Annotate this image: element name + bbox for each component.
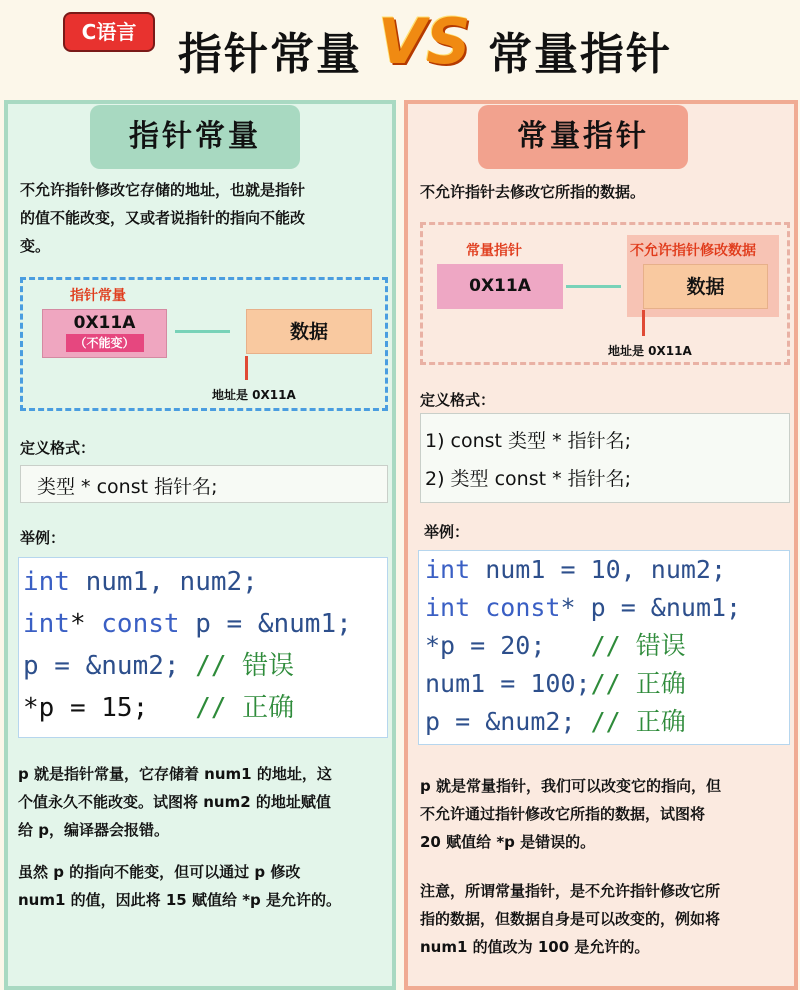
arrow-up-icon [642, 310, 645, 336]
code-line [425, 551, 783, 589]
pointer-value: 0X11A [73, 313, 136, 333]
code-line [23, 561, 383, 603]
text-line: 虽然 p 的指向不能变，但可以通过 p 修改 [18, 863, 301, 881]
code-token: int [23, 609, 70, 639]
code-token: int [425, 593, 471, 622]
text-line: 给 p，编译器会报错。 [18, 821, 169, 839]
def-box: 类型 * const 指针名; [20, 465, 388, 503]
pointer-box [42, 309, 167, 358]
code-token: p = &num2; [425, 707, 591, 736]
def-label: 定义格式： [420, 391, 496, 409]
address-label: 地址是 0X11A [212, 388, 296, 402]
protected-label: 不允许指针修改数据 [630, 243, 756, 259]
code-token: // 正确 [195, 693, 295, 723]
code-token: *p = 20; [425, 631, 591, 660]
code-line [425, 589, 783, 627]
data-box: 数据 [246, 309, 372, 354]
code-token: // 错误 [195, 651, 295, 681]
right-para2 [420, 877, 795, 961]
address-label: 地址是 0X11A [608, 344, 692, 358]
code-line [23, 645, 383, 687]
code-token: * p = &num1; [560, 593, 742, 622]
code-token: num1 = 10, num2; [470, 555, 727, 584]
code-token: *p = 15; [23, 693, 196, 723]
def-line: 2) 类型 const * 指针名; [425, 468, 632, 490]
code-token: // 正确 [590, 707, 686, 736]
code-token: // 错误 [590, 631, 686, 660]
c-language-badge: C语言 [63, 12, 155, 52]
text-line: 注意，所谓常量指针，是不允许指针修改它所 [420, 882, 721, 900]
code-token: const [101, 609, 180, 639]
data-box: 数据 [643, 264, 768, 309]
code-line [23, 603, 383, 645]
text-line: p 就是指针常量，它存储着 num1 的地址，这 [18, 765, 332, 783]
text-line: p 就是常量指针，我们可以改变它的指向，但 [420, 777, 721, 795]
code-token: const [485, 593, 561, 622]
title-left: 指针常量 [178, 29, 362, 80]
text-line: 不允许通过指针修改它所指的数据，试图将 [420, 805, 706, 823]
code-line [425, 627, 783, 665]
pointer-note: （不能变） [66, 334, 144, 352]
code-line [425, 665, 783, 703]
code-token: int [425, 555, 471, 584]
right-tab: 常量指针 [478, 105, 688, 169]
example-label: 举例： [20, 529, 66, 547]
code-token: * [69, 609, 102, 639]
code-token: num1 = 100; [425, 669, 591, 698]
left-tab: 指针常量 [90, 105, 300, 169]
def-label: 定义格式： [20, 439, 96, 457]
right-para1 [420, 772, 795, 856]
left-intro [20, 176, 390, 260]
right-code-block [418, 550, 790, 745]
diagram-label: 指针常量 [70, 288, 126, 304]
right-intro: 不允许指针去修改它所指的数据。 [420, 183, 646, 201]
left-para2 [18, 858, 393, 914]
text-line: 不允许指针修改它存储的地址，也就是指针 [20, 181, 306, 199]
left-para1 [18, 760, 393, 844]
arrow-right-icon [566, 285, 621, 288]
pointer-box: 0X11A [437, 264, 563, 309]
def-box [420, 413, 790, 503]
text-line: 20 赋值给 *p 是错误的。 [420, 833, 596, 851]
example-label: 举例： [424, 523, 470, 541]
left-code-block [18, 557, 388, 738]
arrow-right-icon [175, 330, 230, 333]
title-right: 常量指针 [488, 29, 672, 80]
text-line: num1 的值，因此将 15 赋值给 *p 是允许的。 [18, 891, 341, 909]
code-line [23, 687, 383, 729]
code-token: int [23, 567, 70, 597]
arrow-up-icon [245, 356, 248, 380]
code-token: p = &num1; [179, 609, 352, 639]
code-token: p = &num2; [23, 651, 196, 681]
code-token [470, 593, 485, 622]
def-line: 1) const 类型 * 指针名; [425, 430, 632, 452]
text-line: 变。 [20, 237, 51, 255]
code-line [425, 703, 783, 741]
diagram-label: 常量指针 [466, 243, 522, 259]
code-token: // 正确 [590, 669, 686, 698]
text-line: num1 的值改为 100 是允许的。 [420, 938, 650, 956]
text-line: 个值永久不能改变。试图将 num2 的地址赋值 [18, 793, 331, 811]
vs-logo: VS [378, 5, 471, 78]
text-line: 的值不能改变，又或者说指针的指向不能改 [20, 209, 306, 227]
code-token: num1, num2; [69, 567, 258, 597]
text-line: 指的数据，但数据自身是可以改变的，例如将 [420, 910, 721, 928]
